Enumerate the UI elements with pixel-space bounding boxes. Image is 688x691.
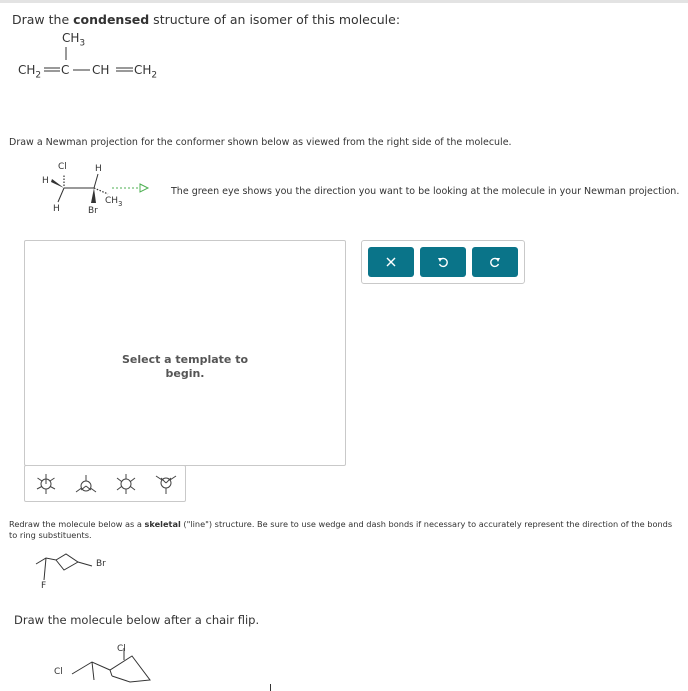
label-cl-top-q4: Cl — [117, 644, 126, 654]
newman-staggered-alt-template[interactable] — [153, 471, 179, 497]
redo-icon — [489, 256, 501, 268]
question-3-prompt: Redraw the molecule below as a skeletal ("line") structure. Be sure to use wedge and dash bonds if necessary to accurately represent the direction of the bonds to ring substituents. — [9, 519, 673, 540]
newman-eclipsed-template[interactable] — [33, 471, 59, 497]
label-cl-left-q4: Cl — [54, 667, 63, 677]
newman-staggered-template[interactable] — [73, 471, 99, 497]
canvas-placeholder: Select a template to begin. — [121, 353, 249, 380]
label-h-bottom: H — [53, 204, 60, 214]
label-cl: Cl — [58, 162, 67, 172]
newman-eclipsed-alt-template[interactable] — [113, 471, 139, 497]
newman-staggered-icon — [75, 473, 97, 495]
label-h-left: H — [42, 176, 49, 186]
close-icon — [385, 256, 397, 268]
undo-button[interactable] — [420, 247, 466, 277]
question-2-prompt: Draw a Newman projection for the conformer shown below as viewed from the right side of the molecule. — [9, 137, 512, 148]
newman-eclipsed-icon — [35, 473, 57, 495]
text-cursor — [270, 684, 271, 691]
methyl-group-label: $CH_3$ — [62, 31, 86, 49]
canvas-toolbar — [361, 240, 525, 284]
undo-icon — [437, 256, 449, 268]
question-4-prompt: Draw the molecule below after a chair flip. — [14, 613, 260, 627]
ch2-left-label: $CH_2$ — [18, 63, 42, 81]
label-ch3: $CH_3$ — [105, 196, 123, 208]
label-f-q3: F — [41, 581, 47, 591]
label-h-top: H — [95, 164, 102, 174]
redo-button[interactable] — [472, 247, 518, 277]
label-br-q3: Br — [96, 559, 106, 569]
ch2-right-label: $CH_2$ — [134, 63, 158, 81]
clear-button[interactable] — [368, 247, 414, 277]
question-1-prompt: Draw the condensed structure of an isomer of this molecule: — [12, 12, 401, 27]
drawing-canvas[interactable] — [24, 240, 346, 466]
newman-staggered-alt-icon — [155, 473, 177, 495]
eye-direction-note: The green eye shows you the direction you want to be looking at the molecule in your Newman projection. — [171, 186, 680, 197]
ch-label: CH — [92, 63, 110, 77]
central-carbon-label: C — [61, 63, 70, 77]
label-br: Br — [88, 206, 98, 216]
chair-structure-q4 — [50, 640, 170, 691]
newman-eclipsed-alt-icon — [115, 473, 137, 495]
template-palette — [24, 465, 186, 502]
